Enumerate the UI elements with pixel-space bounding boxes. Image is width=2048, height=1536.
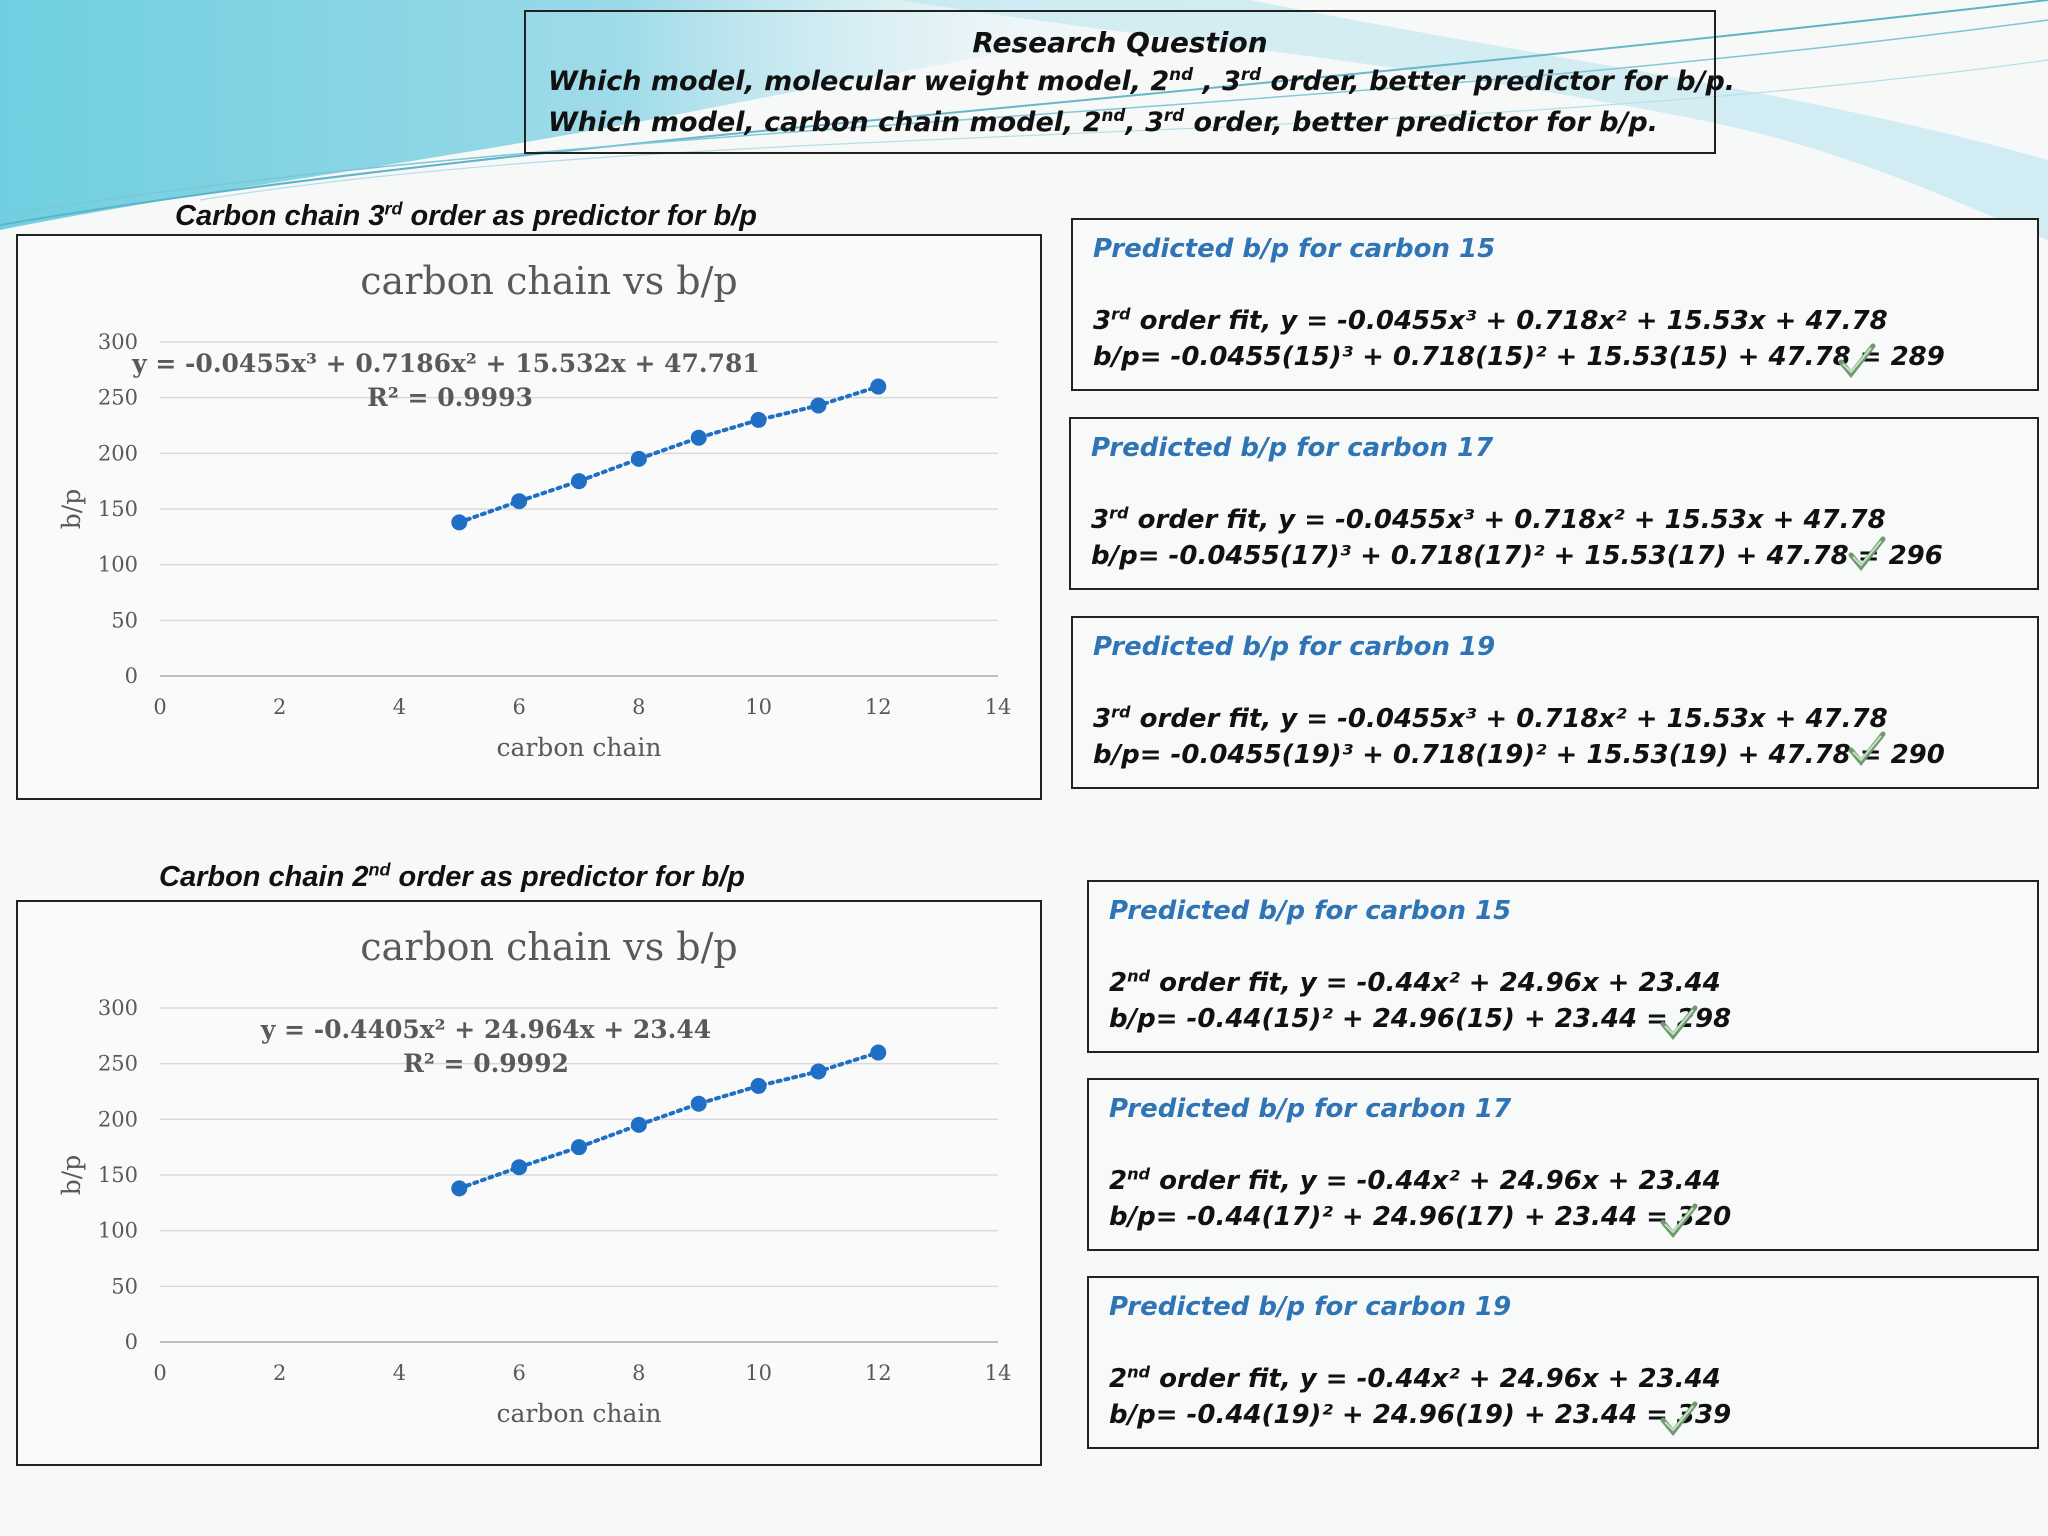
y-tick-label: 250 bbox=[97, 385, 138, 410]
trendline-r2: R² = 0.9992 bbox=[403, 1049, 569, 1078]
prediction-calc: b/p= -0.44(15)² + 24.96(15) + 23.44 = 298 bbox=[1109, 1004, 1732, 1034]
x-axis-label: carbon chain bbox=[496, 1399, 662, 1428]
trendline-equation: y = -0.0455x³ + 0.7186x² + 15.532x + 47.781 bbox=[132, 349, 760, 378]
x-tick-label: 6 bbox=[512, 695, 526, 719]
y-tick-label: 300 bbox=[97, 996, 138, 1020]
research-question-line-1: Which model, molecular weight model, 2nd , 3rd order, better predictor for b/p. bbox=[548, 64, 1736, 97]
chart-title: carbon chain vs b/p bbox=[360, 259, 738, 303]
prediction-fit: 2nd order fit, y = -0.44x² + 24.96x + 23.44 bbox=[1109, 966, 1721, 998]
prediction-title: Predicted b/p for carbon 19 bbox=[1093, 632, 1496, 662]
prediction-fit: 2nd order fit, y = -0.44x² + 24.96x + 23.44 bbox=[1109, 1164, 1721, 1196]
prediction-title: Predicted b/p for carbon 17 bbox=[1091, 433, 1494, 463]
x-tick-label: 8 bbox=[632, 695, 646, 719]
prediction-box-3rd-carbon-15 bbox=[1071, 218, 2039, 391]
data-point bbox=[870, 379, 886, 395]
data-point bbox=[511, 1159, 527, 1175]
x-tick-label: 12 bbox=[864, 1361, 892, 1385]
y-axis-label: b/p bbox=[57, 1154, 86, 1196]
prediction-calc: b/p= -0.0455(19)³ + 0.718(19)² + 15.53(19) + 47.78 = 290 bbox=[1093, 740, 1945, 770]
y-tick-label: 200 bbox=[97, 1107, 138, 1132]
chart-2nd-order bbox=[16, 900, 1042, 1466]
check-icon bbox=[1659, 1004, 1699, 1040]
x-tick-label: 14 bbox=[984, 695, 1012, 719]
y-tick-label: 0 bbox=[124, 664, 138, 688]
data-point bbox=[511, 493, 527, 509]
data-point bbox=[810, 1063, 826, 1079]
y-tick-label: 300 bbox=[97, 330, 138, 354]
chart-svg bbox=[18, 236, 1040, 798]
trendline-equation: y = -0.4405x² + 24.964x + 23.44 bbox=[260, 1015, 712, 1044]
y-tick-label: 150 bbox=[97, 1163, 138, 1187]
x-tick-label: 12 bbox=[864, 695, 892, 719]
data-point bbox=[571, 473, 587, 489]
prediction-calc: b/p= -0.44(17)² + 24.96(17) + 23.44 = 320 bbox=[1109, 1202, 1732, 1232]
data-point bbox=[691, 1096, 707, 1112]
research-question-box bbox=[524, 10, 1736, 154]
y-tick-label: 250 bbox=[97, 1051, 138, 1076]
prediction-calc: b/p= -0.0455(17)³ + 0.718(17)² + 15.53(17) + 47.78 = 296 bbox=[1091, 541, 1943, 571]
check-icon bbox=[1847, 730, 1887, 766]
data-point bbox=[631, 451, 647, 467]
prediction-title: Predicted b/p for carbon 15 bbox=[1093, 234, 1496, 264]
prediction-box-3rd-carbon-17 bbox=[1069, 417, 2039, 590]
prediction-fit: 3rd order fit, y = -0.0455x³ + 0.718x² + 15.53x + 47.78 bbox=[1093, 702, 1888, 734]
y-tick-label: 0 bbox=[124, 1330, 138, 1354]
y-tick-label: 50 bbox=[111, 608, 138, 633]
trendline-r2: R² = 0.9993 bbox=[367, 383, 533, 412]
prediction-fit: 3rd order fit, y = -0.0455x³ + 0.718x² + 15.53x + 47.78 bbox=[1093, 304, 1888, 336]
data-point bbox=[451, 1180, 467, 1196]
x-tick-label: 2 bbox=[273, 1361, 287, 1385]
check-icon bbox=[1659, 1202, 1699, 1238]
section-title-3rd-order: Carbon chain 3rd order as predictor for b/p bbox=[175, 198, 757, 232]
prediction-calc: b/p= -0.44(19)² + 24.96(19) + 23.44 = 339 bbox=[1109, 1400, 1732, 1430]
section-title-2nd-order: Carbon chain 2nd order as predictor for b/p bbox=[159, 859, 745, 893]
prediction-title: Predicted b/p for carbon 19 bbox=[1109, 1292, 1512, 1322]
y-tick-label: 100 bbox=[97, 552, 138, 577]
prediction-box-2nd-carbon-17 bbox=[1087, 1078, 2039, 1251]
x-axis-label: carbon chain bbox=[496, 733, 662, 762]
chart-title: carbon chain vs b/p bbox=[360, 925, 738, 969]
x-tick-label: 14 bbox=[984, 1361, 1012, 1385]
prediction-calc: b/p= -0.0455(15)³ + 0.718(15)² + 15.53(15) + 47.78 = 289 bbox=[1093, 342, 1945, 372]
prediction-fit: 3rd order fit, y = -0.0455x³ + 0.718x² + 15.53x + 47.78 bbox=[1091, 503, 1886, 535]
x-tick-label: 4 bbox=[392, 695, 407, 719]
data-point bbox=[870, 1045, 886, 1061]
y-tick-label: 200 bbox=[97, 441, 138, 466]
data-point bbox=[751, 1078, 767, 1094]
prediction-fit: 2nd order fit, y = -0.44x² + 24.96x + 23.44 bbox=[1109, 1362, 1721, 1394]
x-tick-label: 4 bbox=[392, 1361, 407, 1385]
chart-3rd-order bbox=[16, 234, 1042, 800]
data-point bbox=[631, 1117, 647, 1133]
x-tick-label: 0 bbox=[153, 1361, 167, 1385]
prediction-box-3rd-carbon-19 bbox=[1071, 616, 2039, 789]
x-tick-label: 0 bbox=[153, 695, 167, 719]
research-question-title: Research Question bbox=[972, 26, 1268, 59]
research-question-line-2: Which model, carbon chain model, 2nd, 3rd order, better predictor for b/p. bbox=[548, 105, 1658, 138]
prediction-title: Predicted b/p for carbon 15 bbox=[1109, 896, 1512, 926]
y-axis-label: b/p bbox=[57, 488, 86, 530]
data-point bbox=[451, 514, 467, 530]
data-point bbox=[810, 397, 826, 413]
x-tick-label: 8 bbox=[632, 1361, 646, 1385]
y-tick-label: 150 bbox=[97, 497, 138, 521]
data-point bbox=[571, 1139, 587, 1155]
check-icon bbox=[1847, 535, 1887, 571]
check-icon bbox=[1659, 1400, 1699, 1436]
chart-svg bbox=[18, 902, 1040, 1464]
y-tick-label: 50 bbox=[111, 1274, 138, 1299]
check-icon bbox=[1837, 342, 1877, 378]
data-point bbox=[751, 412, 767, 428]
prediction-title: Predicted b/p for carbon 17 bbox=[1109, 1094, 1512, 1124]
x-tick-label: 10 bbox=[745, 1361, 772, 1385]
x-tick-label: 2 bbox=[273, 695, 287, 719]
data-point bbox=[691, 430, 707, 446]
prediction-box-2nd-carbon-19 bbox=[1087, 1276, 2039, 1449]
x-tick-label: 10 bbox=[745, 695, 772, 719]
x-tick-label: 6 bbox=[512, 1361, 526, 1385]
y-tick-label: 100 bbox=[97, 1218, 138, 1243]
prediction-box-2nd-carbon-15 bbox=[1087, 880, 2039, 1053]
